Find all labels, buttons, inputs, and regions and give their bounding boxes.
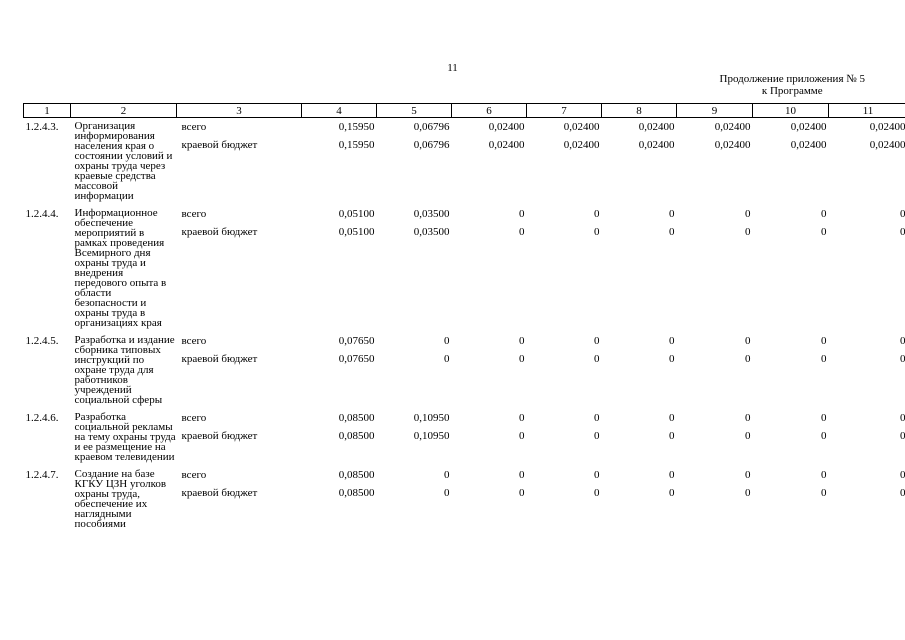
row-funding-sources — [177, 205, 302, 328]
funding-source-label: всего — [181, 121, 207, 133]
budget-value: 0 — [669, 226, 675, 238]
budget-value: 0,05100 — [338, 226, 375, 238]
value-cell — [377, 332, 452, 405]
page-number: 11 — [447, 62, 458, 74]
funding-source-label: всего — [181, 208, 207, 220]
value-cell — [452, 409, 527, 462]
budget-value: 0,02400 — [790, 121, 827, 133]
funding-source-label: краевой бюджет — [181, 139, 258, 151]
row-code: 1.2.4.4. — [25, 208, 59, 220]
budget-value: 0,02400 — [714, 139, 751, 151]
column-header: 8 — [602, 104, 677, 118]
row-activity-name: Разработка и издание сборника типовых инструкций по охране труда для работников учреждений социальной сферы — [74, 334, 175, 406]
row-funding-sources — [177, 409, 302, 462]
value-cell — [602, 118, 677, 202]
budget-value: 0,06796 — [413, 139, 450, 151]
budget-value: 0 — [900, 469, 905, 481]
budget-value: 0 — [745, 430, 751, 442]
budget-value: 0,08500 — [338, 412, 375, 424]
appendix-program-line: к Программе — [761, 85, 823, 97]
budget-value: 0,03500 — [413, 226, 450, 238]
funding-source-label: всего — [181, 335, 207, 347]
value-cell — [377, 118, 452, 202]
funding-source-label: краевой бюджет — [181, 226, 258, 238]
row-code: 1.2.4.6. — [25, 412, 59, 424]
value-cell — [829, 332, 905, 405]
budget-value: 0 — [900, 412, 905, 424]
row-funding-sources — [177, 118, 302, 202]
funding-source-label: краевой бюджет — [181, 353, 258, 365]
budget-value: 0 — [594, 226, 600, 238]
value-cell — [302, 118, 377, 202]
budget-value: 0,05100 — [338, 208, 375, 220]
value-cell — [527, 409, 602, 462]
row-code: 1.2.4.3. — [25, 121, 59, 133]
budget-value: 0,15950 — [338, 121, 375, 133]
column-header: 11 — [829, 104, 905, 118]
row-activity-name: Разработка социальной рекламы на тему охраны труда и ее размещение на краевом телевидении — [74, 411, 176, 463]
budget-value: 0,02400 — [563, 121, 600, 133]
budget-value: 0 — [594, 469, 600, 481]
budget-value: 0,02400 — [488, 139, 525, 151]
budget-value: 0 — [594, 353, 600, 365]
value-cell — [829, 205, 905, 328]
budget-value: 0,10950 — [413, 412, 450, 424]
budget-value: 0 — [444, 335, 450, 347]
budget-value: 0 — [669, 430, 675, 442]
budget-value: 0 — [669, 335, 675, 347]
table-row — [24, 466, 905, 529]
budget-value: 0 — [669, 208, 675, 220]
funding-source-label: краевой бюджет — [181, 487, 258, 499]
column-header: 6 — [452, 104, 527, 118]
value-cell — [527, 118, 602, 202]
budget-value: 0 — [900, 430, 905, 442]
value-cell — [302, 332, 377, 405]
budget-value: 0 — [900, 226, 905, 238]
column-header: 3 — [177, 104, 302, 118]
value-cell — [677, 409, 753, 462]
budget-value: 0 — [900, 487, 905, 499]
budget-value: 0,10950 — [413, 430, 450, 442]
value-cell — [677, 332, 753, 405]
value-cell — [527, 332, 602, 405]
budget-value: 0 — [821, 487, 827, 499]
value-cell — [302, 466, 377, 529]
value-cell — [753, 332, 829, 405]
budget-value: 0 — [669, 487, 675, 499]
value-cell — [753, 118, 829, 202]
value-cell — [452, 466, 527, 529]
budget-value: 0 — [821, 412, 827, 424]
value-cell — [753, 466, 829, 529]
value-cell — [302, 205, 377, 328]
budget-value: 0 — [745, 487, 751, 499]
value-cell — [753, 409, 829, 462]
budget-value: 0 — [444, 469, 450, 481]
value-cell — [753, 205, 829, 328]
row-activity-name: Информационное обеспечение мероприятий в рамках проведения Всемирного дня охраны труда и внедрения передового опыта в области безопасности и охраны труда в организациях края — [74, 207, 167, 329]
budget-value: 0 — [669, 412, 675, 424]
budget-table — [23, 103, 905, 529]
column-header: 10 — [753, 104, 829, 118]
value-cell — [527, 466, 602, 529]
budget-value: 0 — [444, 487, 450, 499]
budget-value: 0 — [519, 412, 525, 424]
budget-value: 0,08500 — [338, 487, 375, 499]
row-funding-sources — [177, 466, 302, 529]
value-cell — [677, 205, 753, 328]
value-cell — [829, 118, 905, 202]
row-activity-name: Создание на базе КГКУ ЦЗН уголков охраны труда, обеспечение их наглядными пособиями — [74, 468, 167, 530]
budget-value: 0 — [745, 335, 751, 347]
budget-value: 0 — [821, 226, 827, 238]
budget-value: 0 — [669, 353, 675, 365]
budget-value: 0,07650 — [338, 335, 375, 347]
column-header: 5 — [377, 104, 452, 118]
budget-value: 0,08500 — [338, 430, 375, 442]
budget-value: 0,02400 — [638, 139, 675, 151]
budget-value: 0 — [745, 469, 751, 481]
column-header: 4 — [302, 104, 377, 118]
budget-value: 0 — [519, 487, 525, 499]
row-activity-name: Организация информирования населения края о состоянии условий и охраны труда через краевые средства массовой информации — [74, 120, 173, 202]
budget-value: 0,02400 — [869, 121, 905, 133]
budget-value: 0,08500 — [338, 469, 375, 481]
budget-value: 0 — [519, 469, 525, 481]
row-code: 1.2.4.7. — [25, 469, 59, 481]
value-cell — [677, 466, 753, 529]
budget-value: 0 — [745, 353, 751, 365]
budget-value: 0 — [594, 208, 600, 220]
budget-value: 0 — [594, 412, 600, 424]
table-row — [24, 332, 905, 405]
value-cell — [452, 332, 527, 405]
budget-value: 0 — [821, 430, 827, 442]
budget-value: 0 — [519, 226, 525, 238]
budget-value: 0 — [669, 469, 675, 481]
budget-value: 0 — [594, 430, 600, 442]
table-row — [24, 205, 905, 328]
budget-value: 0 — [821, 469, 827, 481]
budget-value: 0 — [745, 412, 751, 424]
column-header: 7 — [527, 104, 602, 118]
budget-value: 0 — [900, 335, 905, 347]
value-cell — [527, 205, 602, 328]
budget-value: 0 — [519, 353, 525, 365]
budget-value: 0,02400 — [790, 139, 827, 151]
funding-source-label: всего — [181, 469, 207, 481]
budget-value: 0,15950 — [338, 139, 375, 151]
budget-value: 0 — [900, 353, 905, 365]
budget-value: 0 — [821, 208, 827, 220]
budget-value: 0,02400 — [563, 139, 600, 151]
budget-value: 0 — [519, 430, 525, 442]
budget-value: 0 — [821, 335, 827, 347]
budget-value: 0 — [594, 335, 600, 347]
budget-value: 0,02400 — [714, 121, 751, 133]
value-cell — [829, 409, 905, 462]
budget-value: 0 — [821, 353, 827, 365]
value-cell — [377, 409, 452, 462]
value-cell — [377, 205, 452, 328]
value-cell — [452, 205, 527, 328]
column-header: 9 — [677, 104, 753, 118]
budget-value: 0 — [594, 487, 600, 499]
value-cell — [602, 409, 677, 462]
value-cell — [677, 118, 753, 202]
budget-value: 0 — [519, 335, 525, 347]
column-header: 2 — [71, 104, 177, 118]
funding-source-label: краевой бюджет — [181, 430, 258, 442]
budget-value: 0,07650 — [338, 353, 375, 365]
budget-value: 0 — [745, 226, 751, 238]
budget-value: 0 — [745, 208, 751, 220]
table-row — [24, 409, 905, 462]
row-funding-sources — [177, 332, 302, 405]
value-cell — [602, 466, 677, 529]
table-row — [24, 118, 905, 202]
funding-source-label: всего — [181, 412, 207, 424]
value-cell — [452, 118, 527, 202]
value-cell — [302, 409, 377, 462]
budget-value: 0,06796 — [413, 121, 450, 133]
budget-value: 0,02400 — [488, 121, 525, 133]
table-header-row — [24, 104, 905, 118]
appendix-continuation-line: Продолжение приложения № 5 — [719, 73, 865, 85]
row-code: 1.2.4.5. — [25, 335, 59, 347]
column-header: 1 — [24, 104, 71, 118]
value-cell — [602, 205, 677, 328]
budget-value: 0 — [900, 208, 905, 220]
value-cell — [602, 332, 677, 405]
appendix-continuation-header — [720, 73, 865, 97]
budget-value: 0 — [519, 208, 525, 220]
budget-value: 0 — [444, 353, 450, 365]
budget-value: 0,02400 — [869, 139, 905, 151]
value-cell — [377, 466, 452, 529]
budget-value: 0,03500 — [413, 208, 450, 220]
budget-value: 0,02400 — [638, 121, 675, 133]
value-cell — [829, 466, 905, 529]
